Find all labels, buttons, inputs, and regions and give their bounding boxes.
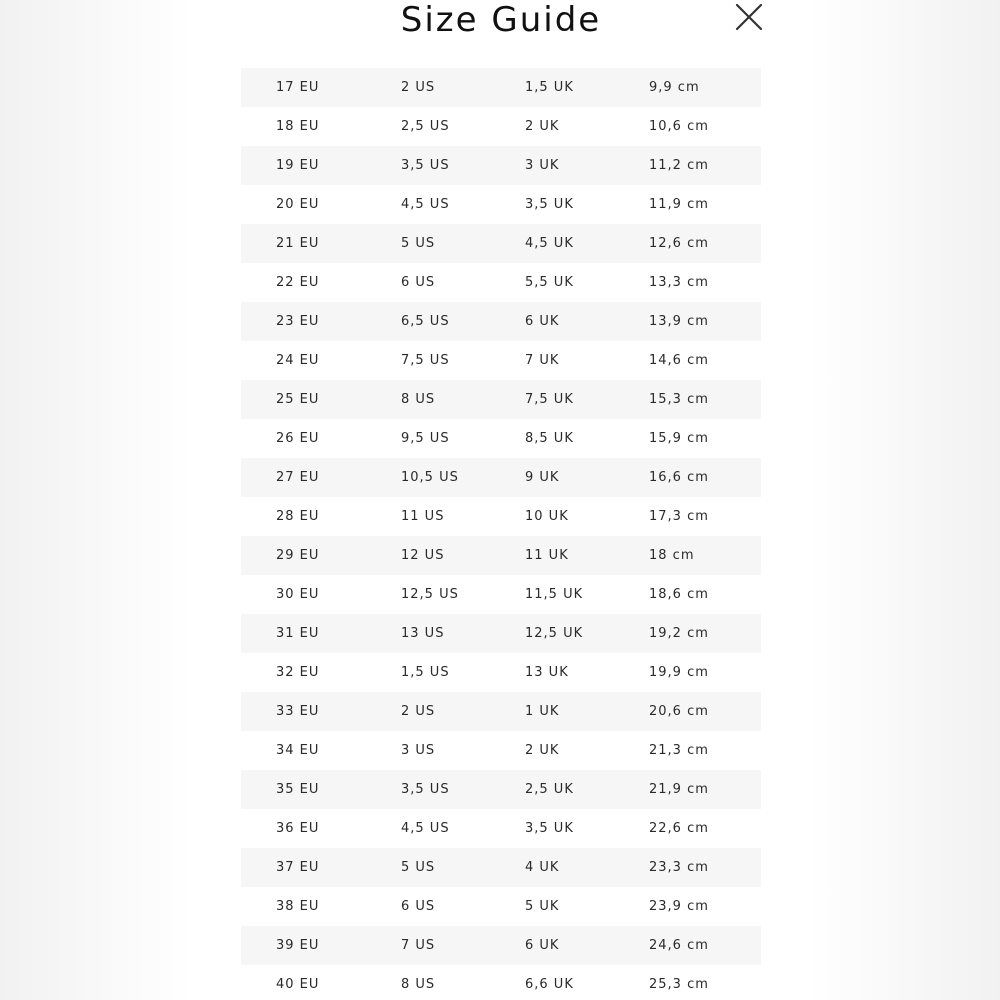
- eu-size-cell: 19 EU: [276, 158, 320, 173]
- size-table-scroll-area[interactable]: [241, 68, 761, 1000]
- table-row: [241, 731, 761, 770]
- table-row: [241, 692, 761, 731]
- table-row: [241, 341, 761, 380]
- length-cm-cell: 19,9 cm: [649, 665, 709, 680]
- uk-size-cell: 6,6 UK: [525, 977, 574, 992]
- size-table: [241, 68, 761, 1000]
- table-row: [241, 536, 761, 575]
- table-row: [241, 809, 761, 848]
- table-row: [241, 926, 761, 965]
- table-row: [241, 302, 761, 341]
- uk-size-cell: 2,5 UK: [525, 782, 574, 797]
- uk-size-cell: 9 UK: [525, 470, 560, 485]
- table-row: [241, 458, 761, 497]
- length-cm-cell: 14,6 cm: [649, 353, 709, 368]
- eu-size-cell: 38 EU: [276, 899, 320, 914]
- length-cm-cell: 16,6 cm: [649, 470, 709, 485]
- length-cm-cell: 13,3 cm: [649, 275, 709, 290]
- table-row: [241, 770, 761, 809]
- length-cm-cell: 19,2 cm: [649, 626, 709, 641]
- uk-size-cell: 6 UK: [525, 314, 560, 329]
- eu-size-cell: 36 EU: [276, 821, 320, 836]
- us-size-cell: 3,5 US: [401, 782, 450, 797]
- size-guide-modal: [194, 0, 808, 1000]
- us-size-cell: 2,5 US: [401, 119, 450, 134]
- uk-size-cell: 7,5 UK: [525, 392, 574, 407]
- length-cm-cell: 15,9 cm: [649, 431, 709, 446]
- us-size-cell: 12,5 US: [401, 587, 459, 602]
- uk-size-cell: 1,5 UK: [525, 80, 574, 95]
- eu-size-cell: 27 EU: [276, 470, 320, 485]
- uk-size-cell: 4 UK: [525, 860, 560, 875]
- us-size-cell: 6 US: [401, 275, 436, 290]
- eu-size-cell: 24 EU: [276, 353, 320, 368]
- us-size-cell: 8 US: [401, 977, 436, 992]
- table-row: [241, 224, 761, 263]
- us-size-cell: 4,5 US: [401, 197, 450, 212]
- length-cm-cell: 18 cm: [649, 548, 695, 563]
- eu-size-cell: 34 EU: [276, 743, 320, 758]
- table-row: [241, 887, 761, 926]
- modal-title: Size Guide: [400, 0, 602, 40]
- eu-size-cell: 22 EU: [276, 275, 320, 290]
- us-size-cell: 3,5 US: [401, 158, 450, 173]
- length-cm-cell: 23,3 cm: [649, 860, 709, 875]
- length-cm-cell: 20,6 cm: [649, 704, 709, 719]
- us-size-cell: 1,5 US: [401, 665, 450, 680]
- us-size-cell: 8 US: [401, 392, 436, 407]
- length-cm-cell: 12,6 cm: [649, 236, 709, 251]
- uk-size-cell: 13 UK: [525, 665, 569, 680]
- uk-size-cell: 3 UK: [525, 158, 560, 173]
- length-cm-cell: 9,9 cm: [649, 80, 700, 95]
- us-size-cell: 4,5 US: [401, 821, 450, 836]
- us-size-cell: 2 US: [401, 704, 436, 719]
- uk-size-cell: 3,5 UK: [525, 197, 574, 212]
- length-cm-cell: 15,3 cm: [649, 392, 709, 407]
- length-cm-cell: 18,6 cm: [649, 587, 709, 602]
- eu-size-cell: 30 EU: [276, 587, 320, 602]
- length-cm-cell: 13,9 cm: [649, 314, 709, 329]
- length-cm-cell: 23,9 cm: [649, 899, 709, 914]
- us-size-cell: 9,5 US: [401, 431, 450, 446]
- table-row: [241, 107, 761, 146]
- eu-size-cell: 18 EU: [276, 119, 320, 134]
- eu-size-cell: 26 EU: [276, 431, 320, 446]
- table-row: [241, 380, 761, 419]
- uk-size-cell: 4,5 UK: [525, 236, 574, 251]
- length-cm-cell: 11,9 cm: [649, 197, 709, 212]
- length-cm-cell: 21,3 cm: [649, 743, 709, 758]
- us-size-cell: 6 US: [401, 899, 436, 914]
- eu-size-cell: 40 EU: [276, 977, 320, 992]
- table-row: [241, 848, 761, 887]
- length-cm-cell: 11,2 cm: [649, 158, 709, 173]
- us-size-cell: 7,5 US: [401, 353, 450, 368]
- eu-size-cell: 20 EU: [276, 197, 320, 212]
- us-size-cell: 5 US: [401, 236, 436, 251]
- eu-size-cell: 33 EU: [276, 704, 320, 719]
- eu-size-cell: 21 EU: [276, 236, 320, 251]
- us-size-cell: 6,5 US: [401, 314, 450, 329]
- eu-size-cell: 37 EU: [276, 860, 320, 875]
- us-size-cell: 2 US: [401, 80, 436, 95]
- us-size-cell: 10,5 US: [401, 470, 459, 485]
- table-row: [241, 653, 761, 692]
- uk-size-cell: 1 UK: [525, 704, 560, 719]
- us-size-cell: 5 US: [401, 860, 436, 875]
- table-row: [241, 68, 761, 107]
- length-cm-cell: 25,3 cm: [649, 977, 709, 992]
- uk-size-cell: 10 UK: [525, 509, 569, 524]
- uk-size-cell: 5,5 UK: [525, 275, 574, 290]
- uk-size-cell: 5 UK: [525, 899, 560, 914]
- us-size-cell: 12 US: [401, 548, 445, 563]
- uk-size-cell: 6 UK: [525, 938, 560, 953]
- uk-size-cell: 11,5 UK: [525, 587, 584, 602]
- eu-size-cell: 25 EU: [276, 392, 320, 407]
- table-row: [241, 146, 761, 185]
- length-cm-cell: 22,6 cm: [649, 821, 709, 836]
- close-button[interactable]: [732, 0, 766, 34]
- uk-size-cell: 2 UK: [525, 743, 560, 758]
- length-cm-cell: 21,9 cm: [649, 782, 709, 797]
- uk-size-cell: 7 UK: [525, 353, 560, 368]
- us-size-cell: 3 US: [401, 743, 436, 758]
- table-row: [241, 575, 761, 614]
- length-cm-cell: 24,6 cm: [649, 938, 709, 953]
- uk-size-cell: 2 UK: [525, 119, 560, 134]
- us-size-cell: 7 US: [401, 938, 436, 953]
- us-size-cell: 11 US: [401, 509, 445, 524]
- uk-size-cell: 3,5 UK: [525, 821, 574, 836]
- uk-size-cell: 8,5 UK: [525, 431, 574, 446]
- table-row: [241, 614, 761, 653]
- uk-size-cell: 12,5 UK: [525, 626, 584, 641]
- table-row: [241, 419, 761, 458]
- table-row: [241, 497, 761, 536]
- eu-size-cell: 17 EU: [276, 80, 320, 95]
- eu-size-cell: 31 EU: [276, 626, 320, 641]
- us-size-cell: 13 US: [401, 626, 445, 641]
- eu-size-cell: 35 EU: [276, 782, 320, 797]
- uk-size-cell: 11 UK: [525, 548, 569, 563]
- eu-size-cell: 23 EU: [276, 314, 320, 329]
- length-cm-cell: 17,3 cm: [649, 509, 709, 524]
- table-row: [241, 965, 761, 1000]
- eu-size-cell: 39 EU: [276, 938, 320, 953]
- table-row: [241, 263, 761, 302]
- eu-size-cell: 29 EU: [276, 548, 320, 563]
- eu-size-cell: 28 EU: [276, 509, 320, 524]
- eu-size-cell: 32 EU: [276, 665, 320, 680]
- close-icon: [732, 0, 766, 34]
- length-cm-cell: 10,6 cm: [649, 119, 709, 134]
- table-row: [241, 185, 761, 224]
